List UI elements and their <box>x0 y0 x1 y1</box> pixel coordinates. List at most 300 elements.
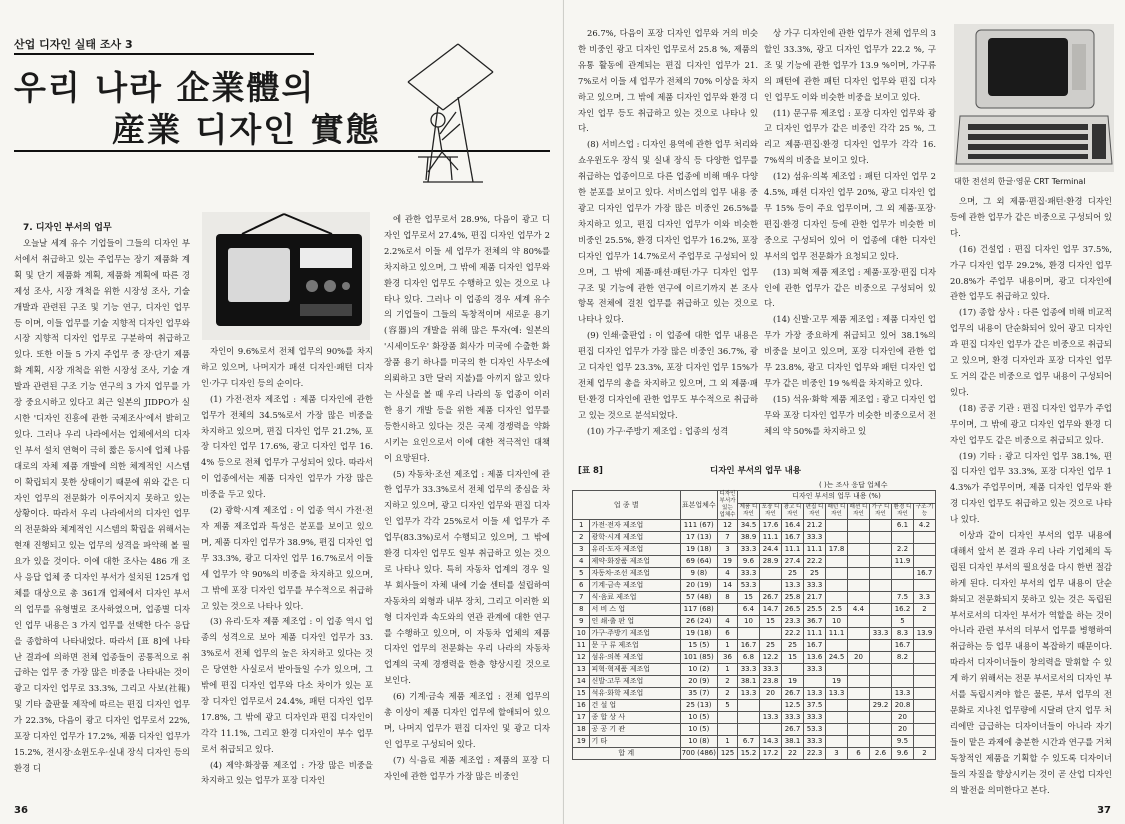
row-value: 16.7 <box>782 532 804 544</box>
row-dept <box>718 724 738 736</box>
row-value: 29.2 <box>870 700 892 712</box>
row-value <box>826 568 848 580</box>
row-value: 2.5 <box>826 604 848 616</box>
row-value <box>826 580 848 592</box>
row-number: 10 <box>573 628 590 640</box>
row-dept: 8 <box>718 592 738 604</box>
row-value: 5 <box>892 616 914 628</box>
row-value <box>892 580 914 592</box>
row-value: 33.3 <box>782 712 804 724</box>
row-dept: 6 <box>718 628 738 640</box>
row-number: 18 <box>573 724 590 736</box>
table-row <box>573 736 936 748</box>
row-count: 25 (13) <box>680 700 717 712</box>
row-number: 9 <box>573 616 590 628</box>
subheader-cell: 가구 디자인 <box>870 503 892 519</box>
row-value: 38.9 <box>738 532 760 544</box>
row-industry: 가구·주방기 제조업 <box>590 628 680 640</box>
row-value <box>738 724 760 736</box>
row-value <box>848 736 870 748</box>
paragraph: 에 관한 업무로서 28.9%, 다음이 광고 디자인 업무로서 27.4%, 편집 디자인 업무가 22.2%로서 이들 세 업무가 전체의 약 80%를 차지하고 있으며, 그 밖에 제품 디자인 업무와 환경 디자인 업무도 수행하고 있는 것으로 나타나 있다. 그러나 이 업종의 경우 세계 유수의 기업들이 그들의 독창적이며 새로운 용기(容器)의 개발을 위해 많은 투자(예: 일본의 '시세이도우' 화장품 회사가 미국에 수출한 화장품 용기 하나를 미국의 한 디자인 사무소에 의뢰하고 3만 달러 지불)를 아끼지 않고 있다는 사실을 볼 때 우리 나라의 동 업종이 이러한 용기 개발 등을 위한 제품 디자인 업무를 등한시하고 있다는 것은 국제 경쟁력을 약화시키는 요인으로서 이에 대한 적극적인 대책이 요망된다. <box>384 214 550 463</box>
row-number: 13 <box>573 664 590 676</box>
table-row <box>573 700 936 712</box>
total-value: 2.6 <box>870 748 892 760</box>
row-value <box>826 724 848 736</box>
row-value: 33.3 <box>760 664 782 676</box>
row-value <box>738 700 760 712</box>
row-number: 14 <box>573 676 590 688</box>
table-row <box>573 520 936 532</box>
row-dept: 4 <box>718 616 738 628</box>
paragraph: (17) 종합 상사 : 다른 업종에 비해 비교적 업무의 내용이 단순화되어 있어 광고 디자인과 편집 디자인 업무가 같은 비중으로 취급되고 있으며, 환경 디자인과 포장 디자인 업무도 거의 같은 비중으로 업무 내용이 구성되어 있다. <box>950 307 1112 397</box>
row-value: 9.6 <box>738 556 760 568</box>
row-value <box>738 628 760 640</box>
paragraph: (1) 가전·전자 제조업 : 제품 디자인에 관한 업무가 전체의 34.5%로서 가장 많은 비중을 차지하고 있으며, 편집 디자인 업무 21.2%, 포장 디자인 업무 17.6%, 광고 디자인 업무 16.4% 등으로 전체 업무가 구성되어 있다. 따라서 이 업종에서는 제품 디자인 업무가 가장 많은 비중을 두고 있다. <box>201 393 373 500</box>
row-value <box>914 700 936 712</box>
row-value: 20.8 <box>892 700 914 712</box>
row-value: 17.8 <box>826 544 848 556</box>
paragraph: (18) 공공 기관 : 편집 디자인 업무가 주업무이며, 그 밖에 광고 디자인 업무와 환경 디자인 업무도 같은 비중으로 취급되고 있다. <box>950 402 1112 445</box>
row-value <box>914 724 936 736</box>
row-value: 38.1 <box>782 736 804 748</box>
row-value: 15 <box>738 592 760 604</box>
row-number: 1 <box>573 520 590 532</box>
paragraph: (11) 문구류 제조업 : 포장 디자인 업무와 광고 디자인 업무가 같은 비중인 각각 25 %, 그리고 제품·편집·환경 디자인 업무가 각각 16.7%씩의 비중을 보이고 있다. <box>764 107 936 166</box>
row-value: 13.3 <box>782 580 804 592</box>
row-value: 14.3 <box>760 736 782 748</box>
row-value <box>760 568 782 580</box>
row-value <box>914 736 936 748</box>
table-body <box>573 520 936 760</box>
row-value: 25.5 <box>804 604 826 616</box>
row-dept: 12 <box>718 520 738 532</box>
row-number: 4 <box>573 556 590 568</box>
row-count: 9 (8) <box>680 568 717 580</box>
row-value: 8.3 <box>892 628 914 640</box>
row-value: 2.2 <box>892 544 914 556</box>
page-number-right: 37 <box>1097 805 1111 816</box>
row-value: 24.4 <box>760 544 782 556</box>
design-dept-table <box>572 490 936 760</box>
row-value <box>848 556 870 568</box>
row-value <box>848 628 870 640</box>
row-value: 15 <box>782 652 804 664</box>
row-value: 33.3 <box>804 580 826 592</box>
total-count: 700 (486) <box>680 748 717 760</box>
row-value: 22.2 <box>804 556 826 568</box>
table-row <box>573 544 936 556</box>
left-text-column-1 <box>14 220 190 800</box>
row-dept <box>718 604 738 616</box>
row-value: 16.7 <box>804 640 826 652</box>
paragraph: (6) 기계·금속 제품 제조업 : 전체 업무의 총 이상이 제품 디자인 업무에 할애되어 있으며, 나머지 업무가 편집 디자인 및 광고 디자인 업무로 구성되어 있다. <box>384 691 550 749</box>
row-value <box>782 664 804 676</box>
row-count: 10 (2) <box>680 664 717 676</box>
row-value: 12.2 <box>760 652 782 664</box>
row-industry: 공 공 기 관 <box>590 724 680 736</box>
row-value <box>870 640 892 652</box>
row-value: 23.3 <box>782 616 804 628</box>
row-dept: 1 <box>718 640 738 652</box>
subheader-cell: 패턴 디자인 <box>826 503 848 519</box>
row-number: 5 <box>573 568 590 580</box>
row-dept: 5 <box>718 700 738 712</box>
row-value: 26.7 <box>760 592 782 604</box>
row-value <box>760 580 782 592</box>
row-count: 69 (64) <box>680 556 717 568</box>
paragraph: (12) 섬유·의복 제조업 : 패턴 디자인 업무 24.5%, 패션 디자인 업무 20%, 광고 디자인 업무 15% 등이 주요 업무이며, 그 외 제품·포장·편집·환경 디자인 등에 관한 업무가 비슷한 비중으로 구성되어 있어 이 업종에 대한 디자인 부서의 업무 전문화가 요청되고 있다. <box>764 171 936 261</box>
left-text-column-3 <box>384 212 550 800</box>
row-value: 13.3 <box>892 688 914 700</box>
table-row <box>573 640 936 652</box>
row-industry: 서 비 스 업 <box>590 604 680 616</box>
table-row <box>573 676 936 688</box>
row-value: 11.1 <box>760 532 782 544</box>
paragraph: 자인이 9.6%로서 전체 업무의 90%를 차지하고 있으며, 나머지가 패션 디자인·패턴 디자인·가구 디자인 등의 순이다. <box>201 346 373 388</box>
total-value: 22 <box>782 748 804 760</box>
row-value <box>848 592 870 604</box>
row-value: 16.7 <box>892 640 914 652</box>
total-dept: 125 <box>718 748 738 760</box>
row-industry: 가전·전자 제조업 <box>590 520 680 532</box>
row-value: 14.7 <box>760 604 782 616</box>
row-value <box>914 544 936 556</box>
row-value <box>870 532 892 544</box>
total-value: 15.2 <box>738 748 760 760</box>
row-number: 6 <box>573 580 590 592</box>
row-value <box>826 532 848 544</box>
paragraph: 26.7%, 다음이 포장 디자인 업무와 거의 비슷한 비중인 광고 디자인 업무로서 25.8 %, 제품의 유통 활동에 관계되는 편집 디자인 업무가 21.7%로서 이들 세 업무가 전체의 70% 이상을 차지하고 있으며, 그 밖에 제품 디자인 업무와 환경 디자인 업무 등도 취급하고 있는 것으로 나타나 있다. <box>578 28 758 134</box>
row-value <box>870 568 892 580</box>
row-value: 10 <box>738 616 760 628</box>
row-dept: 36 <box>718 652 738 664</box>
row-value <box>892 568 914 580</box>
row-value <box>848 532 870 544</box>
row-number: 7 <box>573 592 590 604</box>
table-row <box>573 724 936 736</box>
total-value: 2 <box>914 748 936 760</box>
row-count: 57 (48) <box>680 592 717 604</box>
row-industry: 광학·시계 제조업 <box>590 532 680 544</box>
row-value: 13.3 <box>804 688 826 700</box>
row-value: 33.3 <box>804 532 826 544</box>
row-industry: 자동차·조선 제조업 <box>590 568 680 580</box>
row-value: 13.3 <box>826 688 848 700</box>
row-value: 4.2 <box>914 520 936 532</box>
row-value: 33.3 <box>804 712 826 724</box>
row-value <box>892 532 914 544</box>
title-line-1: 우리 나라 企業體의 <box>14 68 316 107</box>
row-value: 6.8 <box>738 652 760 664</box>
row-dept: 19 <box>718 556 738 568</box>
row-count: 19 (18) <box>680 544 717 556</box>
row-value <box>870 520 892 532</box>
table-row <box>573 556 936 568</box>
paragraph: 이상과 같이 디자인 부서의 업무 내용에 대해서 앞서 본 결과 우리 나라 기업체의 독립된 디자인 부서의 필요성을 다시 한번 절감하게 된다. 디자인 부서의 업무 내용이 단순화되고 전문화되지 못하고 있는 것은 독립된 부서로서의 디자인 부서가 역할을 하는 것이 아니라 관련 부서의 더부서 업무를 병행하여 취급하는 등 업무 내용이 복잡하기 때문이다. 따라서 디자이너들이 창의력을 말휘할 수 있게 하기 위해서는 전문 부서로서의 디자인 부서를 독립시켜야 할은 물론, 부서 업무의 전문화로 지나친 업무량에 시달려 단지 업무 처리에만 급급하는 디자이너들이 아니라 자기들이 맡은 과제에 충분한 시간과 연구를 거쳐 독창적인 제품을 기획할 수 있도록 디자이너들의 자질을 향상시키는 것이 곧 산업 디자인의 발전을 의미한다고 본다. <box>950 530 1112 795</box>
row-value: 21.7 <box>804 592 826 604</box>
row-value <box>870 592 892 604</box>
row-value: 11.1 <box>782 544 804 556</box>
row-value <box>848 664 870 676</box>
row-value: 16.7 <box>738 640 760 652</box>
title-line-2: 産業 디자인 實態 <box>112 110 381 149</box>
row-value <box>804 676 826 688</box>
row-value <box>848 640 870 652</box>
row-industry: 식·음료 제조업 <box>590 592 680 604</box>
row-value: 33.3 <box>738 664 760 676</box>
row-count: 35 (7) <box>680 688 717 700</box>
paragraph: (9) 인쇄·출판업 : 이 업종에 대한 업무 내용은 편집 디자인 업무가 가장 많은 비중인 36.7%, 광고 디자인 업무 23.3%, 포장 디자인 업무 15%가 전체 업무의 총을 차지하고 있으며, 그 외 제품·패턴·환경 디자인에 관한 업무도 부수적으로 취급하고 있는 것으로 분석되었다. <box>578 330 758 420</box>
subheader-cell: 패션 디자인 <box>848 503 870 519</box>
row-value: 13.9 <box>914 628 936 640</box>
row-count: 101 (85) <box>680 652 717 664</box>
row-value: 27.4 <box>782 556 804 568</box>
paragraph: 으며, 그 외 제품·편집·패턴·환경 디자인 등에 관한 업무가 같은 비중으로 구성되어 있다. <box>950 196 1112 238</box>
row-value: 38.1 <box>738 676 760 688</box>
row-value <box>914 556 936 568</box>
paragraph: (3) 유리·도자 제품 제조업 : 이 업종 역시 업종의 성격으로 보아 제품 디자인 업무가 33.3%로서 전체 업무의 높은 차지하고 있다는 것은 당연한 사실로서 받아들일 수가 있으며, 그 밖에 편집 디자인 업무와 다소 차이가 있는 포장 디자인 업무로서 24.4%, 패턴 디자인 업무 17.8%, 그 밖에 광고 디자인과 편집 디자인이 각각 11.1%, 그리고 환경 디자인이 부수 업무로서 취급되고 있다. <box>201 616 373 754</box>
page-number-left: 36 <box>14 805 28 816</box>
paragraph: 오늘날 세계 유수 기업들이 그들의 디자인 부서에서 취급하고 있는 주업무는 장기 제품화 계획 및 단기 제품화 계획, 제품화 계획에 따른 경제성 조사, 시장 개척을 위한 시장성 조사, 기술 개발과 관련된 구조 및 기능 연구, 디자인 업무 등 이며, 이들 업무를 기술 지향적 디자인 업무와 시장 지향적 디자인 업무로 구분하여 취급하고 있다. 또한 이들 5 가지 주업무 중 장·단기 제품화 계획, 시장 개척을 위한 시장성 조사, 기술 개발과 관련된 구조 기능 연구의 3 가지 업무를 가장 중요시하고 있다고 최근 일본의 JIDPO가 실시한 '디자인 진흥에 관한 국제조사'에서 밝히고 있다. 그러나 우리 나라에서는 업체에서의 디자인 부서 설치 연혁이 극히 짧은 동시에 업체 나름대로의 자체 제품 개발에 의한 체계적인 시스템이 확립되지 못한 상태이기 때문에 위와 같은 디자인 업무의 전문화가 이루어지지 못하고 있는 상황이다. 따라서 우리 나라에서의 디자인 업무의 전문화와 체계적인 시스템의 확립을 위해서는 현재 진행되고 있는 업무의 성격을 파악해 볼 필요가 있을 것이다. 이에 대한 조사는 486 개 조사 응답 업체 중 디자인 부서가 설치된 125개 업체를 대상으로 총 361개 업체에서 디자인 부서의 업무를 유형별로 조사하였으며, 업종별 디자인 업무 내용은 3 가지 업무를 선택한 다수 응답을 종합하여 나타내었다. 따라서 [표 8]에 나타난 결과에 의하면 전체 업종들이 공통적으로 취급하는 업무 중 가장 많은 비중을 나타내는 것이 광고 디자인 업무로 33.3%, 그리고 사보(社報) 및 기타 출판물 제작에 따르는 편집 디자인 업무가 22.3%, 다음이 광고 디자인 업무로서 22%, 포장 디자인 업무가 17.2%, 제품 디자인 업무가 15.2%, 전시장·쇼윈도우·실내 장식 디자인 등의 환경 디 <box>14 238 190 773</box>
row-dept: 2 <box>718 688 738 700</box>
row-count: 117 (68) <box>680 604 717 616</box>
row-value: 16.7 <box>914 568 936 580</box>
row-dept <box>718 712 738 724</box>
row-value: 11.1 <box>804 544 826 556</box>
row-value: 25 <box>804 568 826 580</box>
row-value <box>848 700 870 712</box>
right-page <box>563 0 1125 824</box>
subheader-cell: 구조·기능 <box>914 503 936 519</box>
row-value <box>870 736 892 748</box>
row-number: 17 <box>573 712 590 724</box>
row-value: 13.3 <box>760 712 782 724</box>
row-value <box>826 712 848 724</box>
row-value: 11.9 <box>892 556 914 568</box>
total-value: 6 <box>848 748 870 760</box>
row-value <box>870 652 892 664</box>
row-value <box>870 676 892 688</box>
table-row <box>573 664 936 676</box>
row-value: 33.3 <box>804 736 826 748</box>
row-value <box>914 664 936 676</box>
row-value: 8.2 <box>892 652 914 664</box>
row-value <box>914 712 936 724</box>
right-text-column-2 <box>764 26 936 454</box>
row-value: 3.3 <box>914 592 936 604</box>
row-value: 25.8 <box>782 592 804 604</box>
row-value <box>826 592 848 604</box>
row-value <box>892 676 914 688</box>
row-number: 12 <box>573 652 590 664</box>
paragraph: (8) 서비스업 : 디자인 용역에 관한 업무 처리와 쇼우윈도우 장식 및 실내 장식 등 다양한 업무를 취급하는 업종이므로 다른 업종에 비해 매우 다양한 분포를 보이고 있다. 서비스업의 업무 내용 중 광고 디자인 업무가 가장 많은 비중인 26.5%를 차지하고 있고, 편집 디자인 업무가 이와 비슷한 비중인 25.5%, 환경 디자인 업무가 16.2%, 포장 디자인 업무가 14.7%로서 주업무로 구성되어 있으며, 그 밖에 제품·패션·패턴·가구 디자인 업무 구조 및 기능에 관한 연구에 이르기까지 본 조사 항목 전체에 걸친 업무를 취급하고 있는 것으로 나타나 있다. <box>578 139 758 325</box>
row-value: 9.5 <box>892 736 914 748</box>
row-industry: 종 합 상 사 <box>590 712 680 724</box>
row-value <box>760 628 782 640</box>
row-industry: 문 구 류 제조업 <box>590 640 680 652</box>
row-value <box>826 736 848 748</box>
row-industry: 유리·도자 제조업 <box>590 544 680 556</box>
total-label: 합 계 <box>573 748 681 760</box>
row-value: 26.7 <box>782 724 804 736</box>
row-count: 111 (67) <box>680 520 717 532</box>
row-number: 19 <box>573 736 590 748</box>
row-dept: 1 <box>718 664 738 676</box>
row-count: 20 (9) <box>680 676 717 688</box>
row-value <box>848 544 870 556</box>
tv-product-photo <box>202 212 370 340</box>
header-industry: 업 종 별 <box>573 491 681 520</box>
row-value <box>826 556 848 568</box>
row-dept: 14 <box>718 580 738 592</box>
row-value: 16.2 <box>892 604 914 616</box>
section-heading: 7. 디자인 부서의 업무 <box>23 223 112 233</box>
row-value: 12.5 <box>782 700 804 712</box>
right-text-column-3 <box>950 194 1112 800</box>
row-value <box>870 556 892 568</box>
row-industry: 인 쇄·출 판 업 <box>590 616 680 628</box>
row-industry: 섬유·의복 제조업 <box>590 652 680 664</box>
row-value: 7.5 <box>892 592 914 604</box>
table-label: [표 8] <box>578 466 603 476</box>
row-value: 19 <box>782 676 804 688</box>
subheader-cell: 편집 디자인 <box>804 503 826 519</box>
row-value <box>914 640 936 652</box>
header-group: 디자인 부서의 업무 내용 (%) <box>738 491 936 504</box>
row-value <box>870 724 892 736</box>
row-value: 11.1 <box>804 628 826 640</box>
row-value: 6.4 <box>738 604 760 616</box>
crt-terminal-photo <box>954 24 1114 172</box>
row-value: 15 <box>760 616 782 628</box>
row-value <box>848 724 870 736</box>
row-value: 23.8 <box>760 676 782 688</box>
row-value <box>826 700 848 712</box>
row-count: 10 (8) <box>680 736 717 748</box>
row-value <box>914 616 936 628</box>
paragraph: (16) 건설업 : 편집 디자인 업무 37.5%, 가구 디자인 업무 29.2%, 환경 디자인 업무 20.8%가 주업무 내용이며, 광고 디자인에 관한 업무도 취급하고 있다. <box>950 243 1112 302</box>
row-dept: 7 <box>718 532 738 544</box>
subheader-cell: 포장 디자인 <box>760 503 782 519</box>
row-value: 33.3 <box>804 664 826 676</box>
row-value: 26.5 <box>782 604 804 616</box>
row-value: 25 <box>782 568 804 580</box>
row-value: 13.6 <box>804 652 826 664</box>
table-row <box>573 568 936 580</box>
row-number: 8 <box>573 604 590 616</box>
table-row <box>573 592 936 604</box>
row-value <box>870 712 892 724</box>
row-industry: 신발·고무 제조업 <box>590 676 680 688</box>
row-value <box>870 664 892 676</box>
row-industry: 피혁·혁제품 제조업 <box>590 664 680 676</box>
row-value <box>892 664 914 676</box>
row-value <box>760 724 782 736</box>
row-number: 16 <box>573 700 590 712</box>
series-label: 산업 디자인 실태 조사 3 <box>14 38 133 51</box>
row-value <box>870 688 892 700</box>
row-value: 6.7 <box>738 736 760 748</box>
table-row <box>573 616 936 628</box>
row-value <box>870 544 892 556</box>
row-industry: 기 타 <box>590 736 680 748</box>
paragraph: (2) 광학·시계 제조업 : 이 업종 역시 가전·전자 제품 제조업과 특성은 분포를 보이고 있으며, 제품 디자인 업무가 38.9%, 편집 디자인 업무 33.3%, 광고 디자인 업무 16.7%로서 이들 세 업무가 약 90%의 비중을 차지하고 있으며, 그 밖에 포장 디자인 업무를 부수적으로 취급하고 있는 것으로 나타나 있다. <box>201 505 373 611</box>
row-value: 25 <box>760 640 782 652</box>
row-number: 2 <box>573 532 590 544</box>
row-value: 19 <box>826 676 848 688</box>
row-value: 11.1 <box>826 628 848 640</box>
row-industry: 기계·금속 제조업 <box>590 580 680 592</box>
row-value: 17.6 <box>760 520 782 532</box>
row-value: 33.3 <box>870 628 892 640</box>
row-value <box>914 676 936 688</box>
row-value: 26.7 <box>782 688 804 700</box>
row-value <box>848 568 870 580</box>
row-value <box>760 700 782 712</box>
row-value <box>870 580 892 592</box>
designer-illustration <box>398 42 498 192</box>
right-text-column-1 <box>578 26 758 454</box>
table-row <box>573 652 936 664</box>
row-industry: 제약·화장품 제조업 <box>590 556 680 568</box>
row-value: 21.2 <box>804 520 826 532</box>
row-dept: 1 <box>718 736 738 748</box>
total-value: 17.2 <box>760 748 782 760</box>
row-value: 2 <box>914 604 936 616</box>
table-row <box>573 604 936 616</box>
row-value: 20 <box>892 712 914 724</box>
total-row <box>573 748 936 760</box>
paragraph: (7) 식·음료 제품 제조업 : 제품의 포장 디자인에 관한 업무가 가장 많은 비중인 <box>384 754 550 781</box>
row-value: 20 <box>760 688 782 700</box>
row-value: 6.1 <box>892 520 914 532</box>
table-unit-note: ( )는 조사 응답 업체수 <box>819 481 888 489</box>
row-dept: 2 <box>718 676 738 688</box>
paragraph: (14) 신발·고무 제품 제조업 : 제품 디자인 업무가 가장 중요하게 취급되고 있어 38.1%의 비중을 보이고 있으며, 포장 디자인에 관한 업무 23.8%, 광고 디자인 업무와 패턴 디자인 업무가 같은 비중인 19 %씩을 차지하고 있다. <box>764 314 936 388</box>
header-has-dept: 디자인 부서가 있는 업체수 <box>718 491 738 520</box>
row-value <box>848 580 870 592</box>
row-value: 20 <box>892 724 914 736</box>
paragraph: (19) 기타 : 광고 디자인 업무 38.1%, 편집 디자인 업무 33.3%, 포장 디자인 업무 14.3%가 주업무이며, 제품 디자인 업무와 환경 디자인 업무도 취급하고 있는 것으로 나타나 있다. <box>950 450 1112 525</box>
header-count: 표본업체수 <box>680 491 717 520</box>
table-row <box>573 628 936 640</box>
row-value <box>914 688 936 700</box>
row-value <box>870 616 892 628</box>
table-row <box>573 688 936 700</box>
subheader-cell: 광고 디자인 <box>782 503 804 519</box>
paragraph: (4) 제약·화장품 제조업 : 가장 많은 비중을 차지하고 있는 업무가 포장 디자인 <box>201 759 373 786</box>
subheader-cell: 환경 디자인 <box>892 503 914 519</box>
paragraph: (5) 자동차·조선 제조업 : 제품 디자인에 관한 업무가 33.3%로서 전체 업무의 중심을 차지하고 있으며, 광고 디자인 업무와 편집 디자인 업무가 각각 25%로서 이들 세 업무가 주업무(83.3%)로서 수행되고 있으며, 그 밖에 환경 디자인 업무도 일부 취급하고 있는 것으로 나타나 있다. 특히 자동차 업계의 경우 일부 회사들이 자체 내에 기술 센터를 설립하여 자동차의 외형과 내부 장치, 그리고 이러한 외형 디자인과 속도와의 연관 관계에 대한 연구를 수행하고 있으며, 이 자동차 업체의 제품 디자인 업무의 전문화는 우리 나라의 자동차 업계의 국제 경쟁력을 한층 향상시킬 것으로 보인다. <box>384 468 550 686</box>
row-value <box>848 520 870 532</box>
row-count: 26 (24) <box>680 616 717 628</box>
row-count: 19 (18) <box>680 628 717 640</box>
row-value: 37.5 <box>804 700 826 712</box>
row-count: 20 (19) <box>680 580 717 592</box>
total-value: 22.3 <box>804 748 826 760</box>
title-rule-top <box>14 53 314 55</box>
left-text-column-2 <box>201 344 373 800</box>
row-number: 3 <box>573 544 590 556</box>
row-value: 22.2 <box>782 628 804 640</box>
row-value <box>826 520 848 532</box>
row-value <box>738 712 760 724</box>
row-value: 28.9 <box>760 556 782 568</box>
row-value: 13.3 <box>738 688 760 700</box>
row-count: 15 (5) <box>680 640 717 652</box>
row-value <box>848 676 870 688</box>
row-value: 25 <box>782 640 804 652</box>
